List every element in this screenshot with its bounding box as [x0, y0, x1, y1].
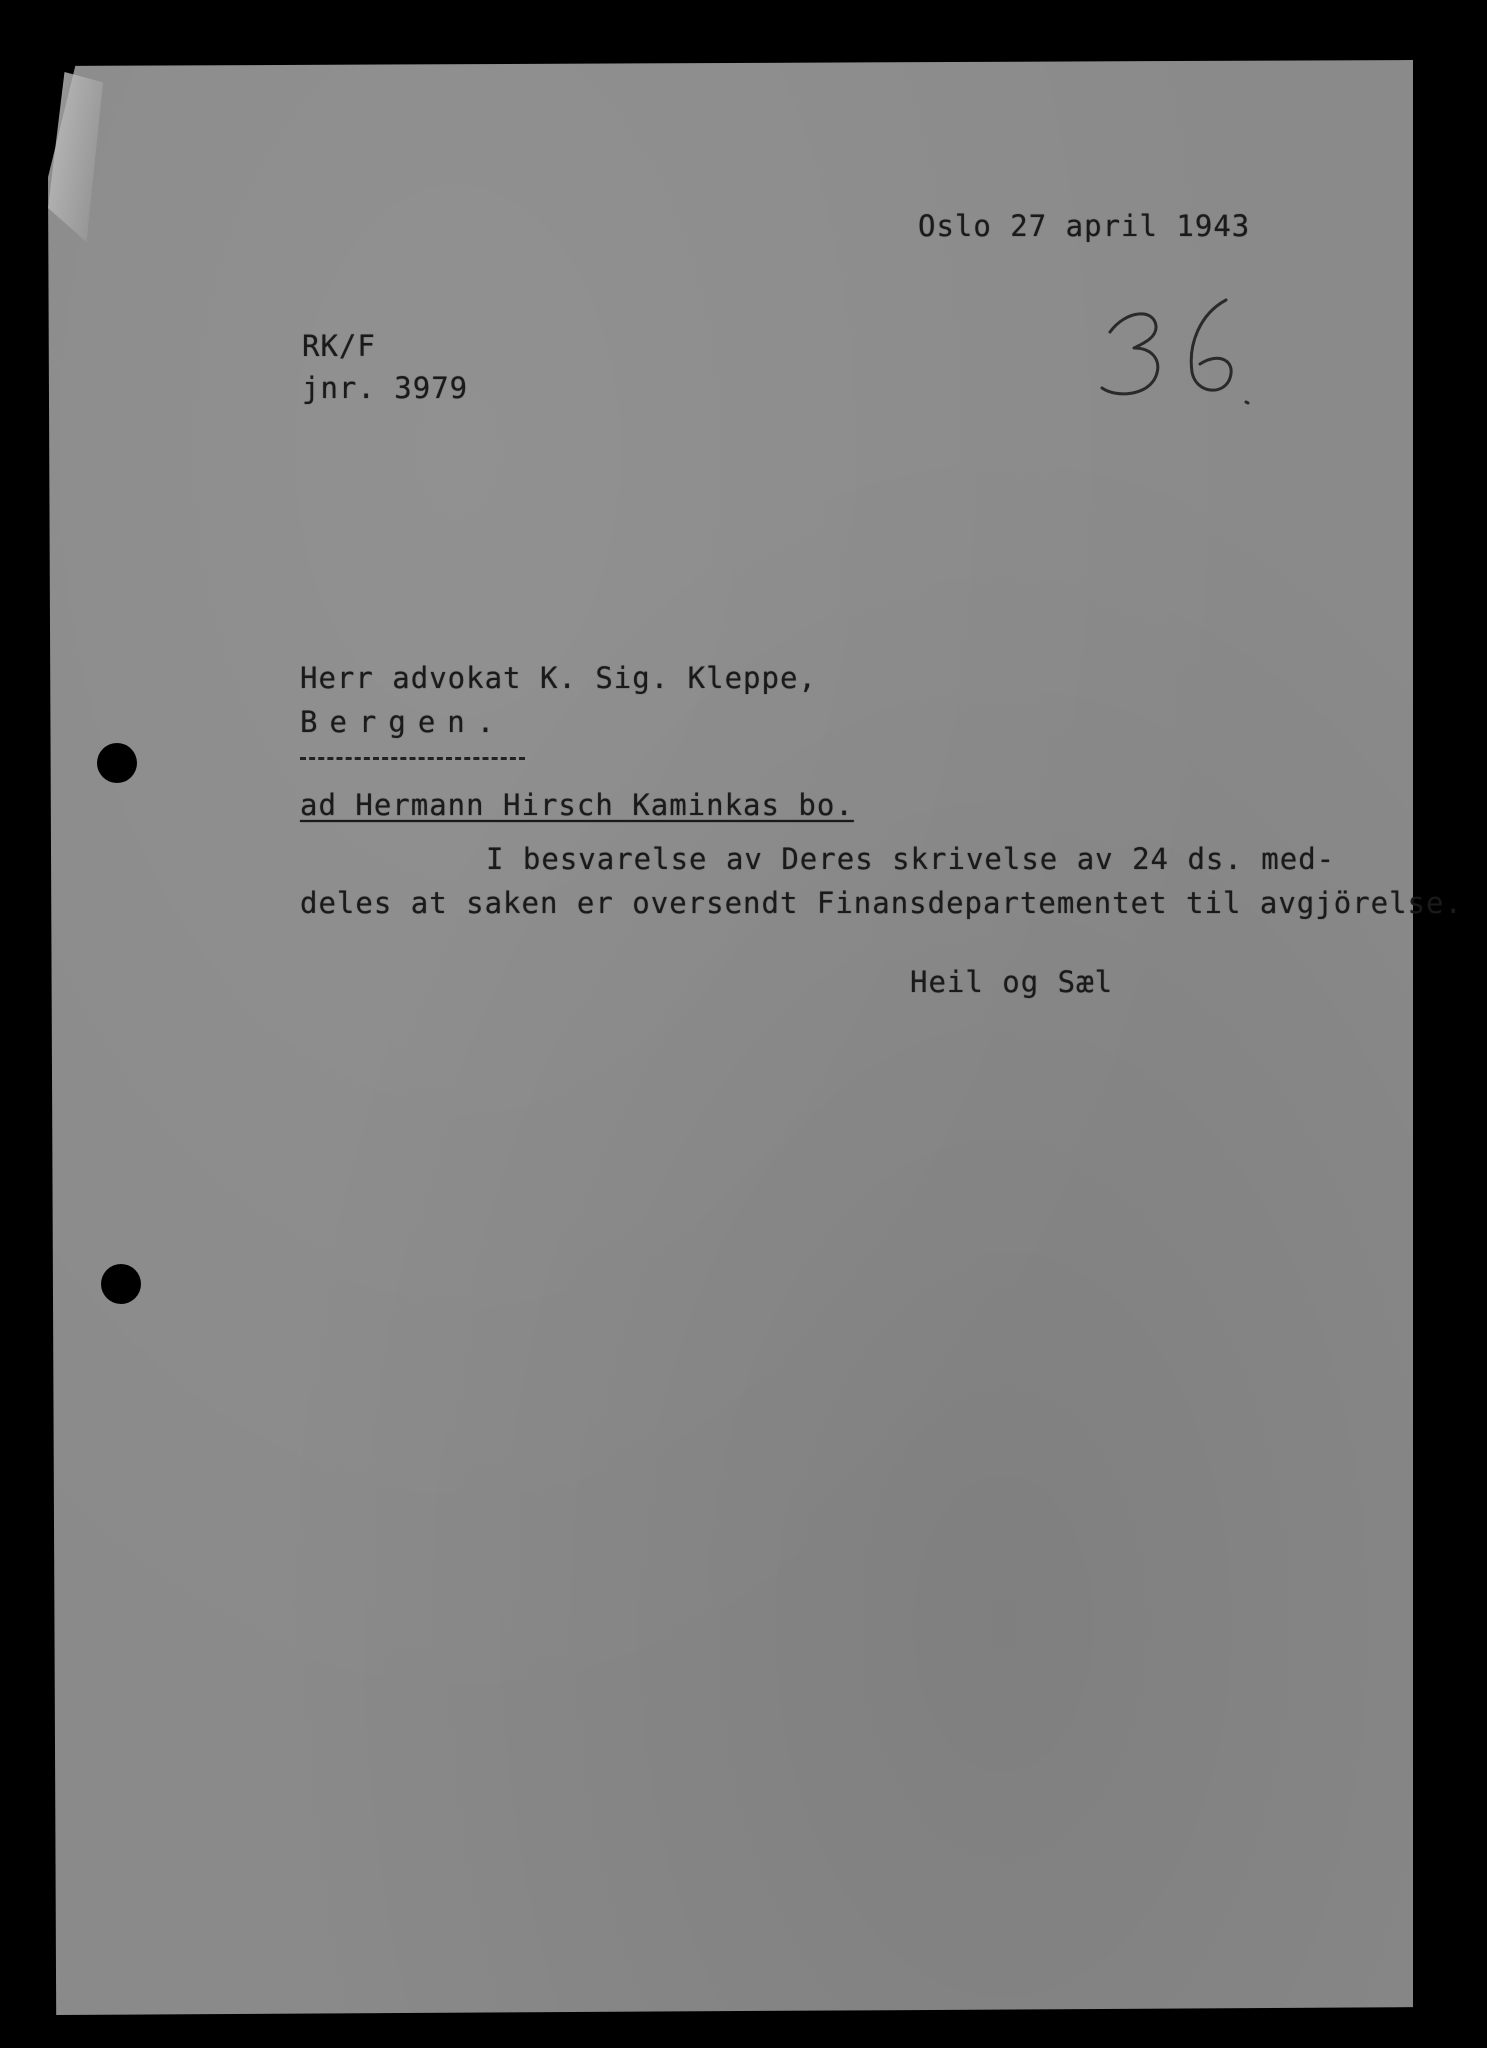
body-text-line-1: I besvarelse av Deres skrivelse av 24 ds. med-	[486, 842, 1336, 876]
separator-rule	[300, 757, 525, 760]
addressee-line: Herr advokat K. Sig. Kleppe,	[300, 661, 817, 695]
subject-line: ad Hermann Hirsch Kaminkas bo.	[300, 788, 854, 822]
closing-salutation: Heil og Sæl	[910, 965, 1114, 999]
addressee-city: Bergen.	[300, 705, 507, 739]
letter-date: Oslo 27 april 1943	[918, 209, 1251, 243]
punch-hole-bottom	[101, 1264, 141, 1304]
reference-journal-number: jnr. 3979	[302, 371, 469, 405]
reference-rk: RK/F	[302, 329, 376, 363]
handwritten-folio-number	[1096, 292, 1266, 412]
punch-hole-top	[97, 743, 137, 783]
body-text-line-2: deles at saken er oversendt Finansdepartementet til avgjörelse.	[300, 886, 1463, 920]
